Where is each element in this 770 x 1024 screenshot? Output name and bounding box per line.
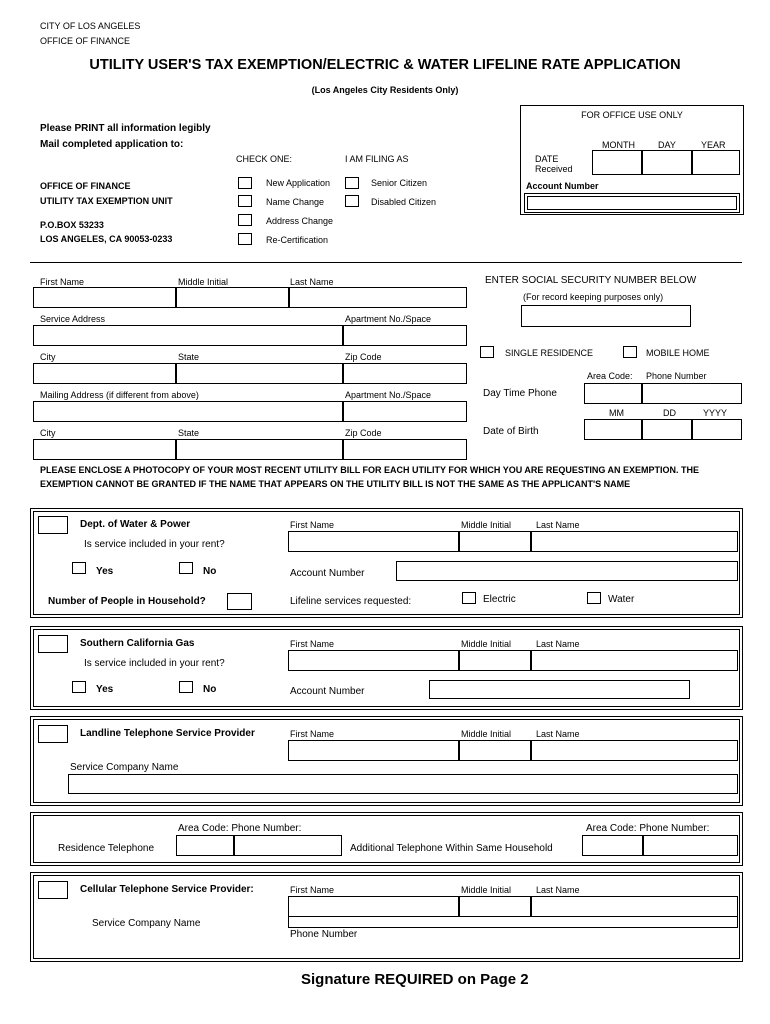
cellular-first-name-field[interactable] [288, 896, 459, 917]
service-address-field[interactable] [33, 325, 343, 346]
first-name-field[interactable] [33, 287, 176, 308]
area-code-label: Area Code: [587, 371, 633, 381]
photocopy-notice: PLEASE ENCLOSE A PHOTOCOPY OF YOUR MOST RECENT UTILITY BILL FOR EACH UTILITY FOR WHICH YOU ARE REQUESTING AN EXEMPTION. THE EXEMPTION CANNOT BE GRANTED IF THE NAME THAT APPEARS ON THE UTILITY BILL IS NOT THE SAME AS THE APPLICANT'S NAME [40, 465, 700, 489]
print-instruction: Please PRINT all information legibly [40, 123, 211, 134]
mm-label: MM [609, 408, 624, 418]
landline-first-name-label: First Name [290, 729, 335, 739]
name-change-label: Name Change [266, 197, 325, 207]
page-subtitle: (Los Angeles City Residents Only) [311, 85, 459, 95]
dob-year-field[interactable] [692, 419, 742, 440]
ssn-note: (For record keeping purposes only) [523, 292, 664, 302]
day-time-phone-label: Day Time Phone [483, 388, 557, 399]
single-residence-label: SINGLE RESIDENCE [505, 348, 594, 358]
city-field[interactable] [33, 363, 176, 384]
dwp-middle-initial-label: Middle Initial [461, 520, 512, 530]
office-year-field[interactable] [692, 150, 740, 175]
ssn-field[interactable] [521, 305, 691, 327]
mailing-zip-field[interactable] [343, 439, 467, 460]
state-field[interactable] [176, 363, 343, 384]
cellular-title: Cellular Telephone Service Provider: [80, 884, 254, 895]
apartment-field[interactable] [343, 325, 467, 346]
mailing-city-label: City [40, 428, 56, 438]
lifeline-label: Lifeline services requested: [290, 596, 412, 607]
disabled-citizen-label: Disabled Citizen [371, 197, 437, 207]
year-label: YEAR [701, 140, 726, 150]
mailing-zip-label: Zip Code [345, 428, 382, 438]
office-account-number-field[interactable] [524, 193, 740, 213]
zip-field[interactable] [343, 363, 467, 384]
landline-middle-initial-label: Middle Initial [461, 729, 512, 739]
cellular-company-label: Service Company Name [92, 918, 201, 929]
mailing-state-label: State [178, 428, 200, 438]
day-phone-area-field[interactable] [584, 383, 642, 404]
additional-area-code-field[interactable] [582, 835, 643, 856]
gas-first-name-field[interactable] [288, 650, 459, 671]
dd-label: DD [663, 408, 676, 418]
address-line-1: OFFICE OF FINANCE [40, 181, 131, 191]
filing-as-label: I AM FILING AS [345, 154, 409, 164]
electric-label: Electric [483, 594, 516, 605]
office-day-field[interactable] [642, 150, 692, 175]
dwp-checkbox[interactable] [38, 516, 68, 534]
recertification-label: Re-Certification [266, 235, 329, 245]
mailing-state-field[interactable] [176, 439, 343, 460]
address-line-4: LOS ANGELES, CA 90053-0233 [40, 234, 173, 244]
address-change-label: Address Change [266, 216, 334, 226]
dob-month-field[interactable] [584, 419, 642, 440]
cellular-phone-label: Phone Number [290, 929, 358, 940]
gas-no-checkbox[interactable] [179, 681, 193, 693]
dwp-no-checkbox[interactable] [179, 562, 193, 574]
ssn-title: ENTER SOCIAL SECURITY NUMBER BELOW [485, 275, 697, 286]
additional-telephone-label: Additional Telephone Within Same Household [350, 843, 553, 854]
last-name-field[interactable] [289, 287, 467, 308]
zip-label: Zip Code [345, 352, 382, 362]
dwp-account-number-label: Account Number [290, 568, 365, 579]
mailing-address-label: Mailing Address (if different from above) [40, 390, 199, 400]
city-name: CITY OF LOS ANGELES [40, 21, 141, 31]
dwp-rent-question: Is service included in your rent? [84, 539, 225, 550]
gas-first-name-label: First Name [290, 639, 335, 649]
check-one-label: CHECK ONE: [236, 154, 293, 164]
disabled-citizen-checkbox[interactable] [345, 195, 359, 207]
residence-area-code-field[interactable] [176, 835, 234, 856]
gas-yes-checkbox[interactable] [72, 681, 86, 693]
single-residence-checkbox[interactable] [480, 346, 494, 358]
service-address-label: Service Address [40, 314, 106, 324]
state-label: State [178, 352, 200, 362]
household-people-field[interactable] [227, 593, 252, 610]
gas-last-name-field[interactable] [531, 650, 738, 671]
apartment-label: Apartment No./Space [345, 314, 432, 324]
cellular-middle-initial-field[interactable] [459, 896, 531, 917]
month-label: MONTH [602, 140, 635, 150]
gas-title: Southern California Gas [80, 638, 195, 649]
cellular-first-name-label: First Name [290, 885, 335, 895]
mailing-city-field[interactable] [33, 439, 176, 460]
gas-checkbox[interactable] [38, 635, 68, 653]
landline-company-label: Service Company Name [70, 762, 179, 773]
middle-initial-field[interactable] [176, 287, 289, 308]
gas-account-number-label: Account Number [290, 686, 365, 697]
landline-company-field[interactable] [68, 774, 738, 794]
dob-day-field[interactable] [642, 419, 692, 440]
mailing-address-field[interactable] [33, 401, 343, 422]
dwp-account-number-field[interactable] [396, 561, 738, 581]
landline-middle-initial-field[interactable] [459, 740, 531, 761]
address-line-2: UTILITY TAX EXEMPTION UNIT [40, 196, 173, 206]
account-number-label: Account Number [526, 181, 599, 191]
dwp-first-name-label: First Name [290, 520, 335, 530]
new-application-label: New Application [266, 178, 331, 188]
landline-last-name-field[interactable] [531, 740, 738, 761]
cellular-last-name-label: Last Name [536, 885, 580, 895]
residence-area-phone-label: Area Code: Phone Number: [178, 823, 302, 834]
office-month-field[interactable] [592, 150, 642, 175]
phone-number-label: Phone Number [646, 371, 707, 381]
address-line-3: P.O.BOX 53233 [40, 220, 104, 230]
senior-citizen-label: Senior Citizen [371, 178, 428, 188]
day-label: DAY [658, 140, 676, 150]
senior-citizen-checkbox[interactable] [345, 177, 359, 189]
cellular-checkbox[interactable] [38, 881, 68, 899]
cellular-company-field[interactable] [288, 917, 738, 928]
signature-notice: Signature REQUIRED on Page 2 [301, 971, 529, 988]
last-name-label: Last Name [290, 277, 334, 287]
dwp-last-name-label: Last Name [536, 520, 580, 530]
water-label: Water [608, 594, 635, 605]
landline-last-name-label: Last Name [536, 729, 580, 739]
additional-area-phone-label: Area Code: Phone Number: [586, 823, 710, 834]
date-of-birth-label: Date of Birth [483, 426, 539, 437]
gas-yes-label: Yes [96, 684, 114, 695]
city-label: City [40, 352, 56, 362]
gas-account-number-field[interactable] [429, 680, 690, 699]
mobile-home-label: MOBILE HOME [646, 348, 710, 358]
office-name: OFFICE OF FINANCE [40, 36, 130, 46]
household-people-label: Number of People in Household? [48, 596, 206, 607]
gas-no-label: No [203, 684, 217, 695]
landline-first-name-field[interactable] [288, 740, 459, 761]
dwp-middle-initial-field[interactable] [459, 531, 531, 552]
dwp-yes-label: Yes [96, 566, 114, 577]
office-use-title: FOR OFFICE USE ONLY [581, 110, 683, 120]
divider [30, 262, 742, 263]
residence-telephone-label: Residence Telephone [58, 843, 155, 854]
dwp-first-name-field[interactable] [288, 531, 459, 552]
address-change-checkbox[interactable] [238, 214, 252, 226]
water-checkbox[interactable] [587, 592, 601, 604]
dwp-last-name-field[interactable] [531, 531, 738, 552]
additional-phone-number-field[interactable] [643, 835, 738, 856]
mobile-home-checkbox[interactable] [623, 346, 637, 358]
gas-last-name-label: Last Name [536, 639, 580, 649]
dwp-title: Dept. of Water & Power [80, 519, 191, 530]
middle-initial-label: Middle Initial [178, 277, 229, 287]
dwp-no-label: No [203, 566, 217, 577]
cellular-middle-initial-label: Middle Initial [461, 885, 512, 895]
day-phone-number-field[interactable] [642, 383, 742, 404]
gas-middle-initial-label: Middle Initial [461, 639, 512, 649]
page-title: UTILITY USER'S TAX EXEMPTION/ELECTRIC & WATER LIFELINE RATE APPLICATION [89, 57, 681, 73]
cellular-last-name-field[interactable] [531, 896, 738, 917]
first-name-label: First Name [40, 277, 85, 287]
residence-phone-number-field[interactable] [234, 835, 342, 856]
electric-checkbox[interactable] [462, 592, 476, 604]
mailing-apartment-field[interactable] [343, 401, 467, 422]
recertification-checkbox[interactable] [238, 233, 252, 245]
yyyy-label: YYYY [703, 408, 728, 418]
gas-middle-initial-field[interactable] [459, 650, 531, 671]
landline-title: Landline Telephone Service Provider [80, 728, 255, 739]
new-application-checkbox[interactable] [238, 177, 252, 189]
mail-instruction: Mail completed application to: [40, 139, 184, 150]
mailing-apartment-label: Apartment No./Space [345, 390, 432, 400]
landline-checkbox[interactable] [38, 725, 68, 743]
name-change-checkbox[interactable] [238, 195, 252, 207]
gas-rent-question: Is service included in your rent? [84, 658, 225, 669]
dwp-yes-checkbox[interactable] [72, 562, 86, 574]
date-received-label: DATE Received [535, 154, 573, 174]
